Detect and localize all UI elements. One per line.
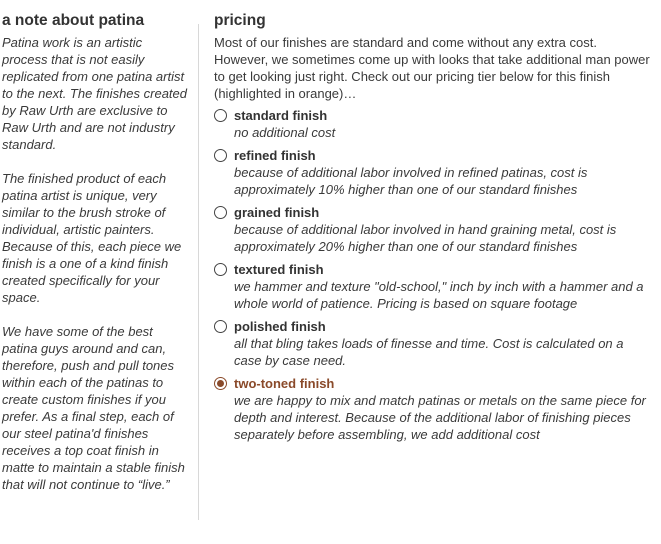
pricing-intro: Most of our finishes are standard and come without any extra cost. However, we sometimes come up with looks that take additional man power to get looking just right. Check out our pricing tier below for this finish (highlighted in orange)…	[214, 35, 650, 101]
option-description: no additional cost	[234, 125, 336, 140]
option-description: all that bling takes loads of finesse and time. Cost is calculated on a case by case need.	[234, 336, 624, 368]
patina-paragraph-2: The finished product of each patina artist is unique, very similar to the brush stroke of individual, artistic painters. Because of this, each piece we finish is a one of a kind finish created specifically for your space.	[2, 171, 182, 305]
option-two-toned-finish[interactable]	[214, 375, 654, 443]
patina-paragraph-1: Patina work is an artistic process that is not easily replicated from one patina artist to the next. The finishes created by Raw Urth are exclusive to Raw Urth and are not industry standard.	[2, 35, 187, 152]
radio-two-toned-finish[interactable]	[214, 377, 227, 390]
pricing-column	[214, 12, 654, 449]
radio-textured-finish[interactable]	[214, 263, 227, 276]
option-polished-finish[interactable]	[214, 318, 654, 369]
patina-paragraph-3: We have some of the best patina guys around and can, therefore, push and pull tones within each of the patinas to create custom finishes if you prefer. As a final step, each of our steel patina'd finishes receives a top coat finish in matte to maintain a stable finish that will not continue to “live.”	[2, 324, 185, 492]
option-name: textured finish	[234, 262, 324, 277]
option-textured-finish[interactable]	[214, 261, 654, 312]
option-name: standard finish	[234, 108, 328, 123]
pricing-heading: pricing	[214, 12, 266, 29]
option-refined-finish[interactable]	[214, 147, 654, 198]
option-description: we are happy to mix and match patinas or metals on the same piece for depth and interest. Because of the additional labor of finishing pieces separately before assembling, we add additional cost	[234, 393, 646, 442]
radio-standard-finish[interactable]	[214, 109, 227, 122]
patina-heading: a note about patina	[2, 12, 145, 29]
option-description: we hammer and texture "old-school," inch by inch with a hammer and a whole world of patience. Pricing is based on square footage	[234, 279, 644, 311]
radio-refined-finish[interactable]	[214, 149, 227, 162]
option-grained-finish[interactable]	[214, 204, 654, 255]
radio-polished-finish[interactable]	[214, 320, 227, 333]
radio-grained-finish[interactable]	[214, 206, 227, 219]
option-name: grained finish	[234, 205, 320, 220]
option-name: polished finish	[234, 319, 326, 334]
patina-note-column	[2, 12, 187, 510]
option-description: because of additional labor involved in refined patinas, cost is approximately 10% higher than one of our standard finishes	[234, 165, 588, 197]
option-description: because of additional labor involved in hand graining metal, cost is approximately 20% higher than one of our standard finishes	[234, 222, 617, 254]
option-name: two-toned finish	[234, 376, 335, 391]
option-standard-finish[interactable]	[214, 107, 654, 141]
column-divider	[198, 24, 199, 520]
option-name: refined finish	[234, 148, 316, 163]
